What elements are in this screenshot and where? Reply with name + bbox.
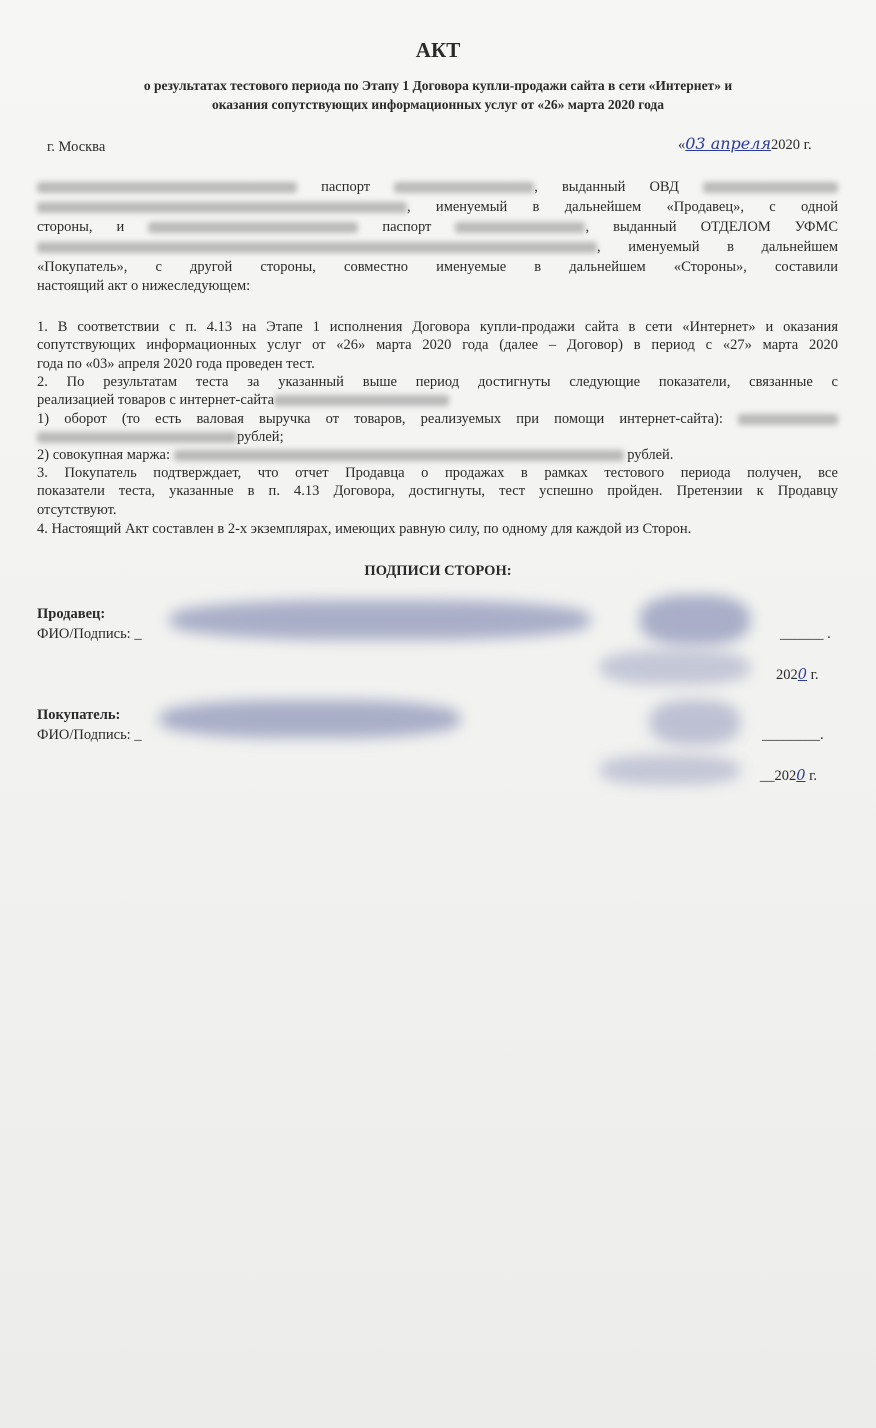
text: паспорт: [382, 219, 432, 235]
redacted-amount: [174, 450, 624, 461]
text: , выданный ОТДЕЛОМ УФМС: [585, 219, 839, 235]
intro-line-5: «Покупатель», с другой стороны, совместно именуемые в дальнейшем «Стороны», составили: [37, 259, 838, 275]
redacted-seller-signature: [170, 600, 590, 640]
text: , выданный ОВД: [534, 179, 679, 195]
item-line: [37, 391, 838, 410]
handwritten-digit: 0: [797, 667, 807, 683]
text: г.: [810, 667, 819, 683]
item-line: сопутствующих информационных услуг от «26» марта 2020 года (далее – Договор) в период с «27» марта 2020: [37, 337, 838, 353]
intro-line-3: [37, 218, 838, 237]
item-line: отсутствуют.: [37, 502, 117, 518]
buyer-line-end: ________.: [762, 727, 824, 743]
redacted-buyer-signature: [160, 700, 460, 738]
text: рублей.: [627, 447, 674, 463]
item-line: года по «03» апреля 2020 года проведен тест.: [37, 356, 315, 372]
text: 202: [776, 667, 798, 683]
item-line: 3. Покупатель подтверждает, что отчет Продавца о продажах в рамках тестового периода получен, все: [37, 465, 838, 481]
document-date: [678, 134, 838, 155]
redacted-passport: [455, 222, 585, 233]
buyer-fio-line: ФИО/Подпись: _: [37, 727, 142, 743]
text: рублей;: [237, 429, 284, 445]
subtitle-line-2: оказания сопутствующих информационных услуг от «26» марта 2020 года: [211, 97, 665, 112]
text: паспорт: [321, 179, 371, 195]
redacted-issuer: [703, 182, 838, 193]
intro-line-6: настоящий акт о нижеследующем:: [37, 278, 251, 294]
seller-line-end: ______ .: [780, 626, 831, 642]
redacted-site: [274, 395, 449, 406]
signatures-heading: ПОДПИСИ СТОРОН:: [364, 563, 512, 579]
redacted-buyer-signature: [650, 700, 740, 745]
redacted-name: [37, 182, 297, 193]
item-line: 2. По результатам теста за указанный выше период достигнуты следующие показатели, связанные с: [37, 374, 838, 390]
text: __202: [760, 768, 797, 784]
text: , именуемый в дальнейшем «Продавец», с одной: [407, 199, 838, 215]
item-line: [37, 410, 838, 429]
item-line: показатели теста, указанные в п. 4.13 Договора, достигнуты, тест успешно пройден. Претензии к Продавцу: [37, 483, 838, 499]
text: , именуемый в дальнейшем: [597, 239, 838, 255]
item-line: 4. Настоящий Акт составлен в 2-х экземплярах, имеющих равную силу, по одному для каждой из Сторон.: [37, 521, 692, 537]
date-quote: «: [678, 137, 686, 153]
intro-line-2: [37, 198, 838, 217]
intro-line-4: [37, 238, 838, 257]
date-year: 2020 г.: [771, 137, 812, 153]
redacted-passport: [394, 182, 534, 193]
subtitle-line-1: о результатах тестового периода по Этапу 1 Договора купли-продажи сайта в сети «Интернет» и: [143, 78, 733, 93]
item-line: 1. В соответствии с п. 4.13 на Этапе 1 исполнения Договора купли-продажи сайта в сети «Интернет» и оказания: [37, 319, 838, 335]
seller-fio-line: ФИО/Подпись: _: [37, 626, 142, 642]
redacted-seller-signature: [640, 595, 750, 645]
handwritten-date: 03 апреля: [685, 134, 772, 153]
intro-line-1: [37, 178, 838, 197]
buyer-label: Покупатель:: [37, 707, 121, 723]
buyer-year: [760, 767, 840, 786]
redacted-issuer: [37, 242, 597, 253]
text: 1) оборот (то есть валовая выручка от товаров, реализуемых при помощи интернет-сайта):: [37, 411, 723, 427]
document-title: АКТ: [415, 38, 461, 62]
redacted-buyer-date: [600, 755, 740, 785]
seller-year: [776, 666, 846, 685]
redacted-amount: [738, 414, 838, 425]
city: г. Москва: [47, 139, 106, 155]
item-line: [37, 428, 838, 447]
text: 2) совокупная маржа:: [37, 447, 170, 463]
redacted-seller-date: [600, 650, 750, 685]
redacted-issuer: [37, 202, 407, 213]
handwritten-digit: 0: [796, 768, 806, 784]
redacted-amount: [37, 432, 237, 443]
text: реализацией товаров с интернет-сайта: [37, 392, 275, 408]
seller-label: Продавец:: [37, 606, 106, 622]
redacted-name: [148, 222, 358, 233]
text: г.: [809, 768, 818, 784]
item-line: [37, 446, 838, 465]
text: стороны, и: [37, 219, 125, 235]
